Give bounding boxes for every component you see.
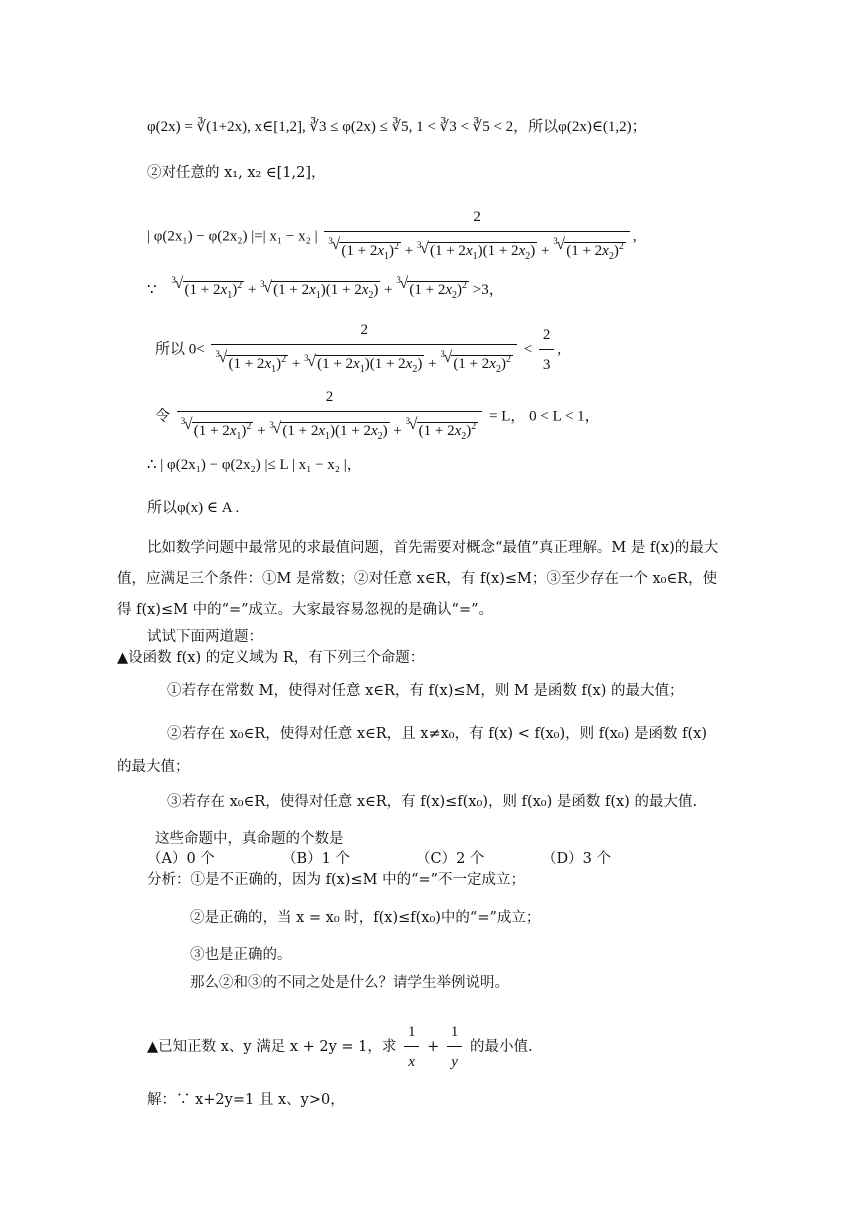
fraction-denominator: √ 3 $(1 + 2x_1)^2$ + √ 3 $(1 + 2x_1)(1 + 2x_2)$ + √ 3 $(1 + 2x_2)^2$ xyxy=(211,344,516,382)
analysis-1: 分析：①是不正确的，因为 f(x)≤M 中的“=”不一定成立； xyxy=(147,872,526,888)
fraction-denominator: y xyxy=(447,1046,462,1074)
paragraph-line-1: 比如数学问题中最常见的求最值问题，首先需要对概念“最值”真正理解。M 是 f(x)的最大 xyxy=(147,540,719,556)
plus-sign: + xyxy=(427,1039,440,1055)
choice-a: （A）0 个 xyxy=(147,851,215,867)
solution-start: 解：∵ x+2y=1 且 x、y>0， xyxy=(147,1092,345,1108)
proof-line-7: ∴ | φ(2x₁) − φ(2x₂) |≤ L | x₁ − x₂ |， xyxy=(147,457,362,473)
fraction-denominator: 3 xyxy=(539,349,555,377)
analysis-4: 那么②和③的不同之处是什么？请学生举例说明。 xyxy=(190,975,509,991)
proof-line-6 xyxy=(155,385,600,449)
because-symbol: ∵ xyxy=(147,282,157,298)
choice-c: （C）2 个 xyxy=(416,851,485,867)
q1-option-2a: ②若存在 x₀∈R，使得对任意 x∈R，且 x≠x₀，有 f(x) < f(x₀)，则 f(x₀) 是函数 f(x) xyxy=(167,726,707,742)
q2-head: ▲已知正数 x、y 满足 x + 2y = 1，求 xyxy=(147,1039,397,1055)
fraction-denominator: x xyxy=(404,1046,419,1074)
question-2 xyxy=(147,1020,533,1074)
fraction-numerator: 2 xyxy=(360,322,368,338)
so-zero-lt: 所以 0< xyxy=(155,341,205,358)
q1-option-3: ③若存在 x₀∈R，使得对任意 x∈R，有 f(x)≤f(x₀)，则 f(x₀) 是函数 f(x) 的最大值. xyxy=(167,794,698,810)
gt-three: >3， xyxy=(472,282,504,298)
let-label: 令 xyxy=(155,408,171,425)
proof-fraction-2 xyxy=(211,318,516,382)
two-thirds xyxy=(539,323,555,377)
question-1-heading: ▲设函数 f(x) 的定义域为 R，有下列三个命题： xyxy=(117,650,425,666)
proof-line-8: 所以φ(x) ∈ A . xyxy=(147,500,240,516)
paragraph-line-2: 值，应满足三个条件：①M 是常数；②对任意 x∈R，有 f(x)≤M；③至少存在一个 x₀∈R，使 xyxy=(117,571,718,587)
paragraph-line-3: 得 f(x)≤M 中的“=”成立。大家最容易忽视的是确认“=”。 xyxy=(117,602,494,618)
q2-tail: 的最小值. xyxy=(470,1039,533,1055)
equals-L: = L， 0 < L < 1， xyxy=(489,408,600,425)
fraction-denominator: √ 3 $(1 + 2x_1)^2$ + √ 3 $(1 + 2x_1)(1 + 2x_2)$ + √ 3 $(1 + 2x_2)^2$ xyxy=(324,231,629,269)
frac-one-over-y xyxy=(447,1020,463,1074)
choice-d: （D）3 个 xyxy=(542,851,611,867)
fraction-numerator: 2 xyxy=(542,327,551,343)
analysis-3: ③也是正确的。 xyxy=(190,947,292,963)
proof-line-2: ②对任意的 x₁, x₂ ∈[1,2]， xyxy=(147,165,326,181)
fraction-numerator: 1 xyxy=(450,1024,459,1040)
proof-line-5: 所以 0< 2 √ 3 $(1 + 2x_1)^2$ + √ 3 $(1 + 2x_1)(1 + 2x_2)$ + √ 3 $(1 + 2x_2)^2$ < $\frac{2}{3}$ , xyxy=(155,318,561,382)
choice-b: （B）1 个 xyxy=(282,851,350,867)
fraction-numerator: 1 xyxy=(408,1024,416,1040)
paragraph-line-4: 试试下面两道题： xyxy=(147,629,263,645)
analysis-2: ②是正确的，当 x = x₀ 时，f(x)≤f(x₀)中的“=”成立； xyxy=(190,910,541,926)
proof-fraction-3 xyxy=(177,385,482,449)
proof-fraction-1 xyxy=(324,205,629,269)
proof-line-4: ∵ √ 3 $(1 + 2x_1)^2$ + √ 3 $(1 + 2x_1)(1 + 2x_2)$ + √ 3 $(1 + 2x_2)^2 >3$， xyxy=(147,276,504,306)
proof-lhs: | φ(2x₁) − φ(2x₂) |=| x₁ − x₂ | xyxy=(147,228,318,245)
fraction-denominator: √ 3 $(1 + 2x_1)^2$ + √ 3 $(1 + 2x_1)(1 + 2x_2)$ + √ 3 $(1 + 2x_2)^2$ xyxy=(177,411,482,449)
q1-option-2b: 的最大值； xyxy=(117,759,190,775)
proof-line-3: | φ(2x₁) − φ(2x₂) |=| x₁ − x₂ | 2 √ 3 $(1 + 2x_1)^2$ + √ 3 $(1 + 2x_1)(1 + 2x_2)$ + √ 3 $(1 + 2x_2)^2$ , xyxy=(147,205,637,269)
frac-one-over-x xyxy=(404,1020,420,1074)
q1-option-1: ①若存在常数 M，使得对任意 x∈R，有 f(x)≤M，则 M 是函数 f(x) 的最大值； xyxy=(167,683,684,699)
proof-line-1: φ(2x) = ∛(1+2x), x∈[1,2], ∛3 ≤ φ(2x) ≤ ∛5, 1 < ∛3 < ∛5 < 2，所以φ(2x)∈(1,2)； xyxy=(147,119,647,135)
fraction-numerator: 2 xyxy=(325,389,334,405)
fraction-numerator: 2 xyxy=(473,209,481,225)
q1-ask: 这些命题中，真命题的个数是 xyxy=(155,831,344,847)
